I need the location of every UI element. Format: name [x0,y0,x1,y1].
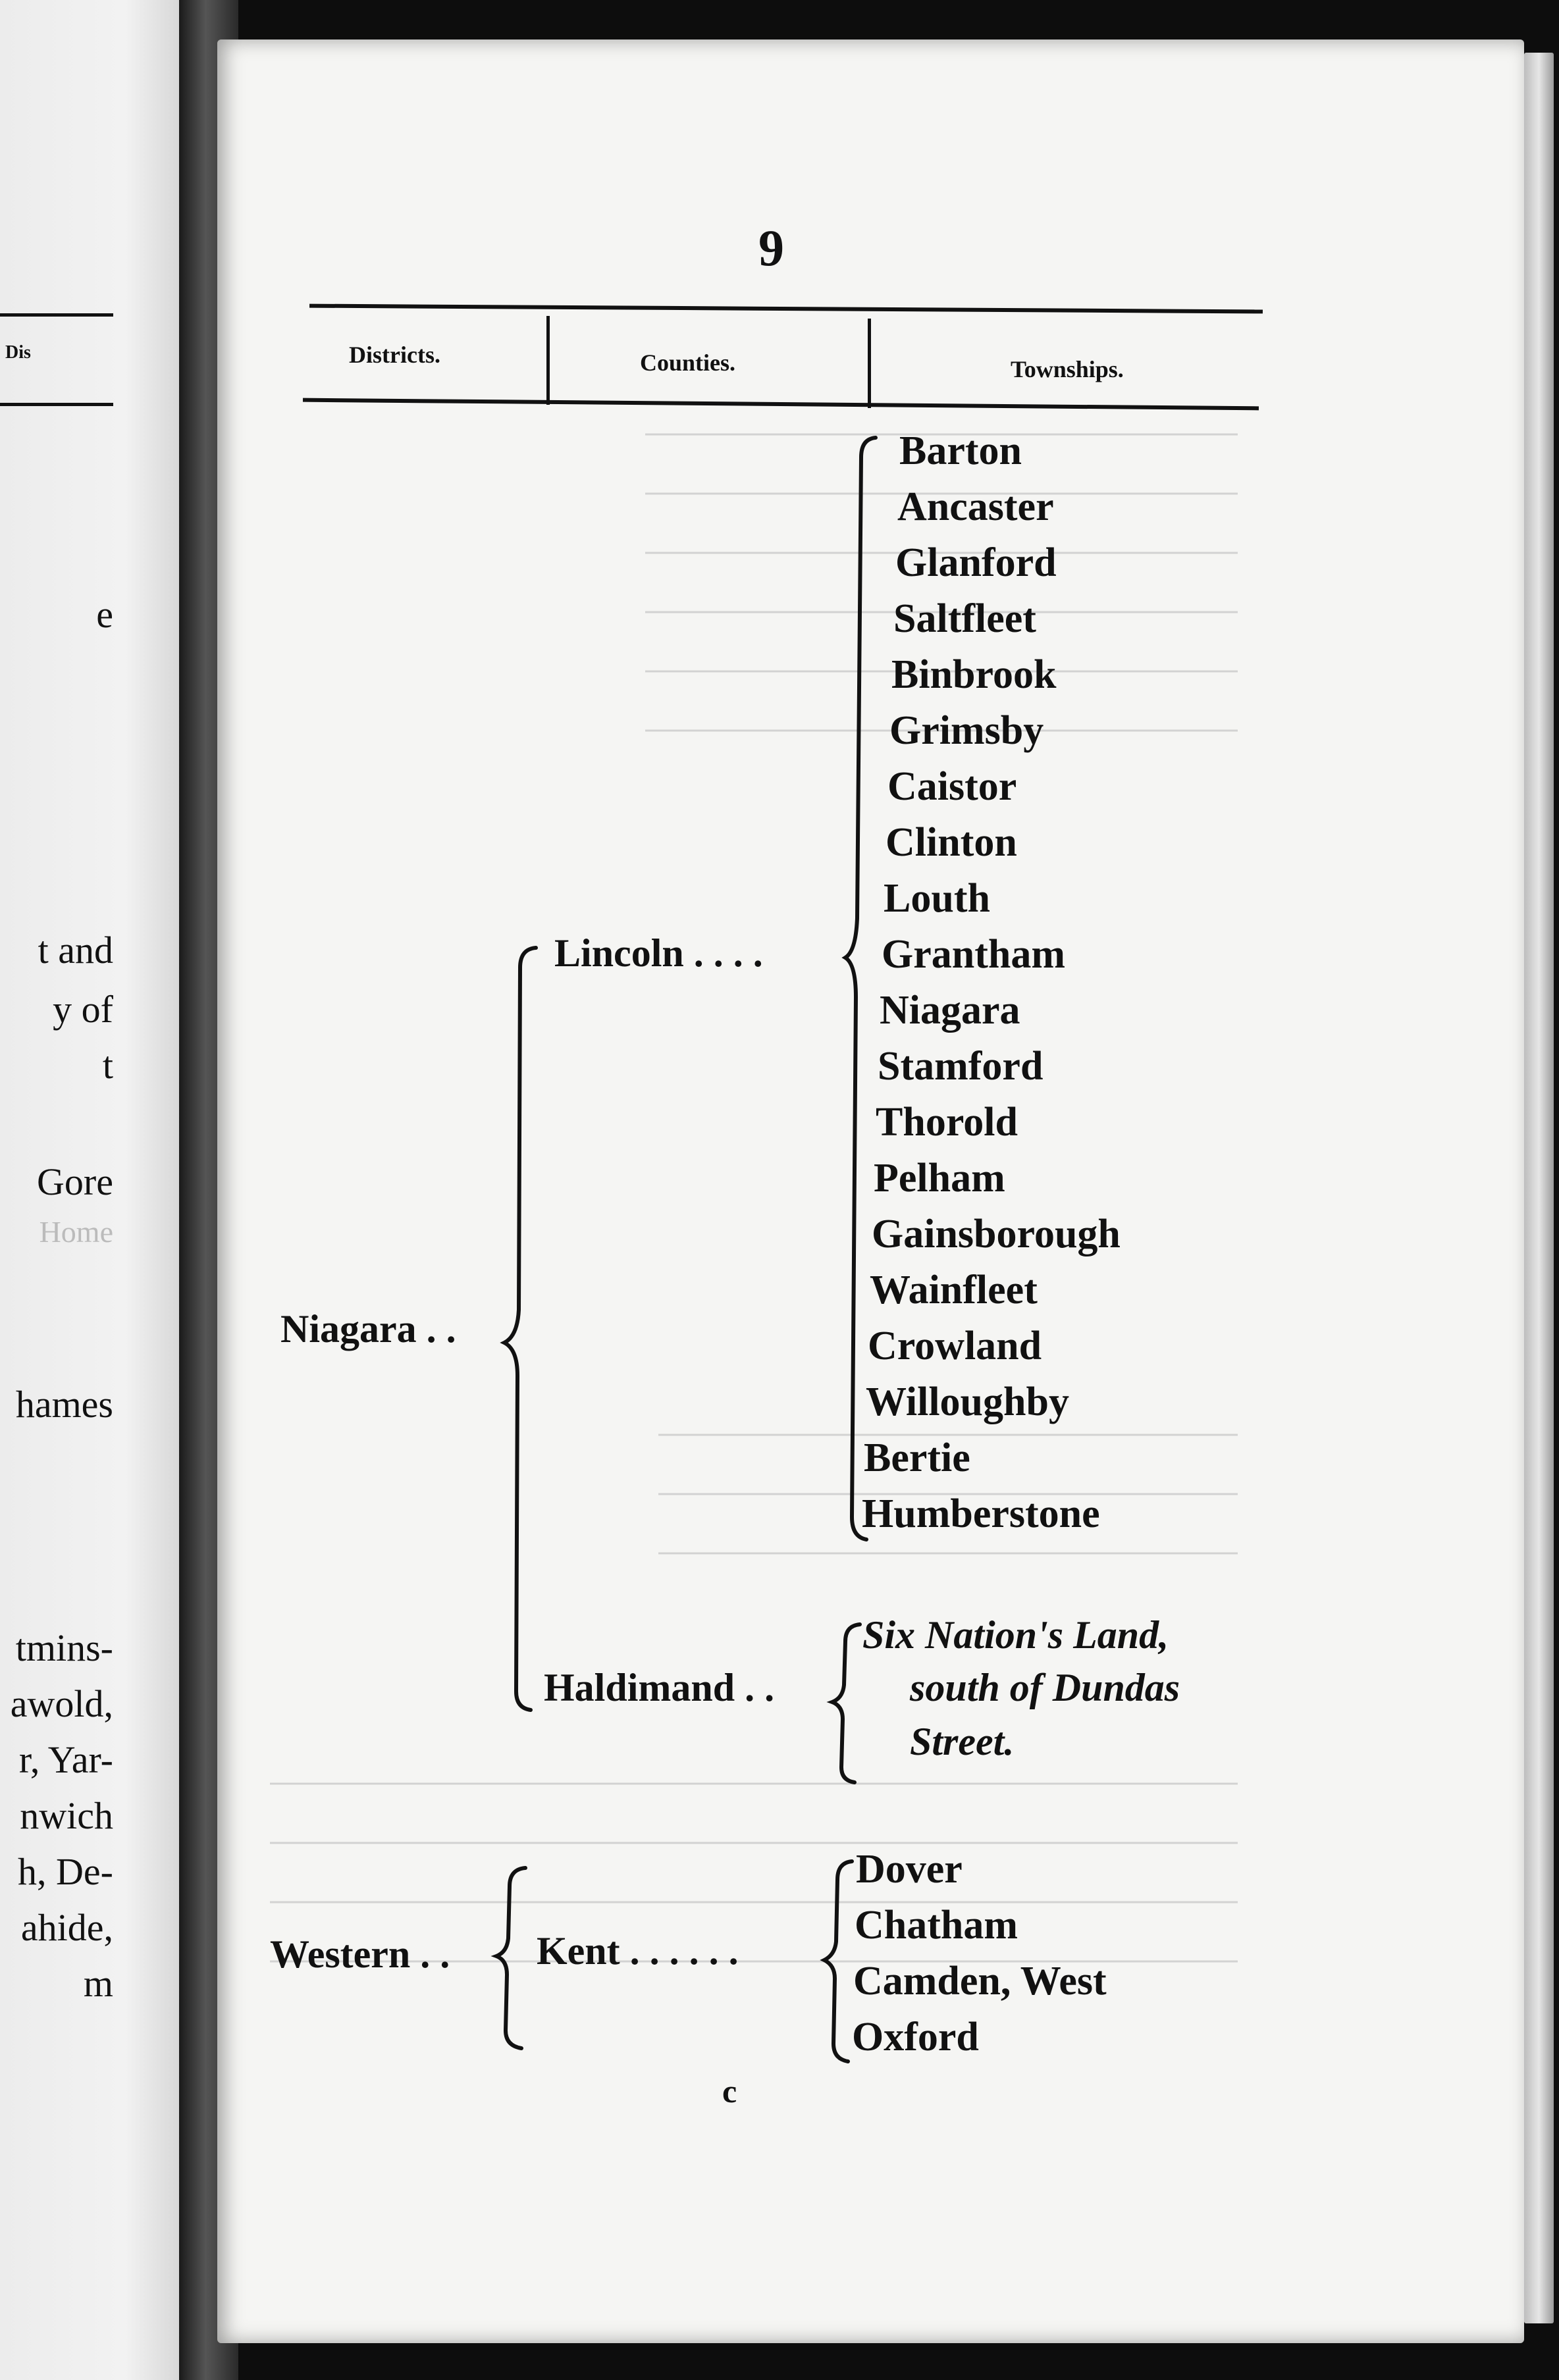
district-label-western: Western . . [270,1932,450,1976]
left-page-line: t and [38,929,113,971]
left-page-header-rule [0,403,113,406]
left-page-line: nwich [20,1794,113,1837]
township-entry: Thorold [876,1100,1018,1145]
page-number: 9 [758,219,784,276]
township-entry: Ancaster [897,484,1054,529]
brace-niagara-counties [500,941,540,1718]
township-entry: Grimsby [889,708,1044,753]
column-header-districts: Districts. [349,342,440,368]
column-header-townships: Townships. [1011,356,1124,382]
township-entry: Clinton [885,820,1017,865]
township-entry: Grantham [882,932,1065,977]
left-page-line: h, De- [18,1850,113,1893]
township-entry: Willoughby [866,1380,1070,1424]
township-entry: Camden, West [853,1959,1107,2004]
township-entry: Chatham [855,1903,1018,1948]
left-page-fragment [0,0,179,2380]
district-label-niagara: Niagara . . [280,1307,456,1351]
township-entry: Binbrook [891,652,1057,697]
page-edge [1524,53,1554,2323]
left-page-line: Gore [37,1160,113,1203]
township-entry: Gainsborough [872,1212,1121,1256]
township-entry: Humberstone [862,1491,1100,1536]
left-page-line: r, Yar- [18,1738,113,1781]
county-label-haldimand: Haldimand . . [544,1666,775,1709]
left-page-line: ahide, [20,1906,113,1949]
column-divider [546,316,550,405]
left-page-line: tmins- [15,1626,113,1669]
brace-lincoln-townships [843,431,882,1550]
county-label-kent: Kent . . . . . . [537,1929,739,1973]
township-entry: Caistor [887,764,1017,809]
township-entry: Glanford [895,540,1057,585]
column-header-counties: Counties. [640,349,736,376]
township-entry: Niagara [880,988,1020,1033]
column-divider [868,319,871,408]
left-page-line: t [102,1044,113,1087]
township-entry: Crowland [868,1324,1042,1368]
brace-western-counties [492,1863,532,2054]
brace-haldimand-townships [828,1619,868,1790]
township-entry: south of Dundas [910,1666,1180,1709]
left-page-line: Home [39,1215,113,1249]
township-entry: Street. [910,1720,1015,1763]
left-page-line: awold, [10,1682,113,1725]
left-page-line: e [96,593,113,636]
left-page-column-header: Dis [5,342,31,363]
left-page-top-rule [0,313,113,317]
county-label-lincoln: Lincoln . . . . [554,931,763,975]
township-entry: Wainfleet [870,1268,1038,1312]
signature-mark: c [722,2073,737,2109]
township-entry: Saltfleet [893,596,1036,641]
township-entry: Bertie [864,1436,970,1480]
township-entry: Pelham [874,1156,1005,1201]
township-entry: Six Nation's Land, [862,1613,1169,1657]
township-entry: Dover [856,1847,963,1892]
township-entry: Barton [899,428,1022,473]
township-entry: Louth [884,876,990,921]
left-page-line: m [83,1962,113,2005]
township-entry: Stamford [878,1044,1044,1089]
left-page-line: y of [53,988,113,1031]
brace-kent-townships [820,1856,860,2067]
township-entry: Oxford [852,2015,979,2059]
left-page-line: hames [15,1383,113,1426]
